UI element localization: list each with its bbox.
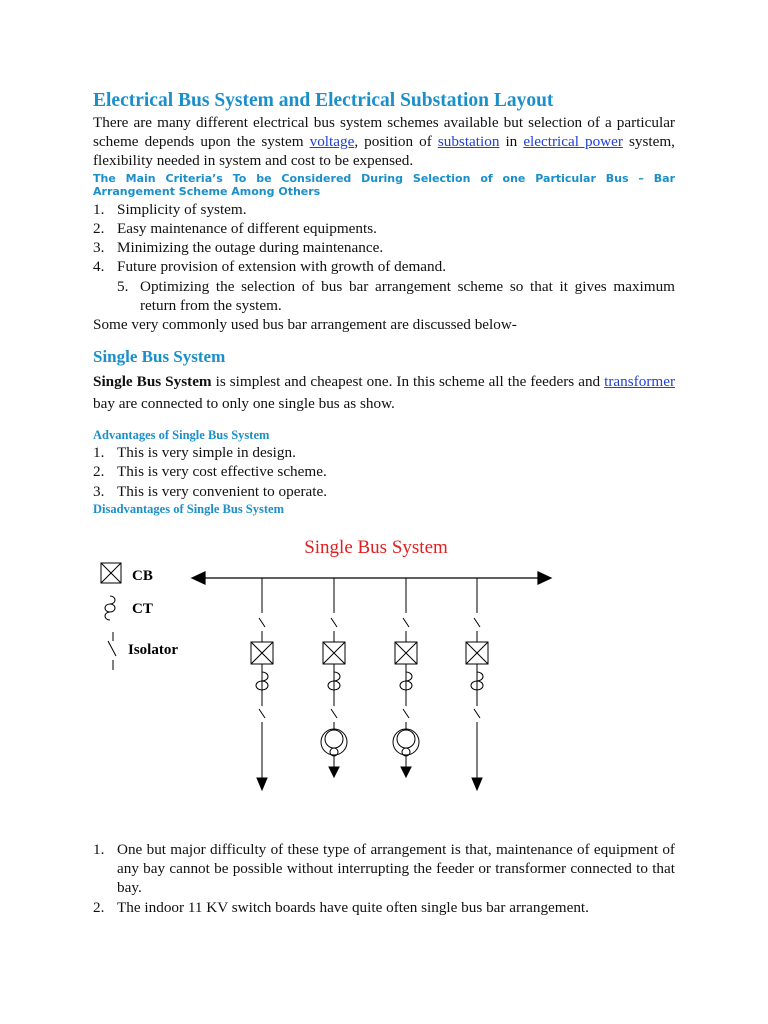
current-transformer-icon [406, 672, 412, 690]
isolator-icon [474, 709, 480, 718]
arrow-down-icon [472, 778, 482, 790]
feeder-bay [466, 578, 488, 790]
current-transformer-icon [477, 672, 483, 690]
substation-link[interactable]: substation [437, 133, 500, 151]
current-transformer-icon [334, 672, 340, 690]
transformer-bay [321, 578, 347, 777]
list-item: 3. This is very convenient to operate. [93, 482, 328, 500]
current-transformer-icon [262, 672, 268, 690]
advantages-heading: Advantages of Single Bus System [93, 428, 270, 443]
power-transformer-icon [321, 729, 347, 756]
page-title: Electrical Bus System and Electrical Substation Layout [93, 90, 554, 111]
disadvantages-list [93, 840, 675, 917]
transformer-bay [393, 578, 419, 777]
legend [101, 563, 178, 670]
advantages-list [93, 443, 675, 501]
single-bus-bold: Single Bus System [93, 373, 212, 391]
power-transformer-icon [393, 729, 419, 756]
circuit-breaker-icon [395, 642, 417, 664]
list-item: 2. The indoor 11 KV switch boards have quite often single bus bar arrangement. [93, 898, 589, 916]
document-page [93, 88, 675, 517]
busbar [192, 572, 551, 584]
isolator-icon [403, 709, 409, 718]
isolator-icon [331, 618, 337, 627]
list-item: 2. This is very cost effective scheme. [93, 463, 327, 481]
list-item: 1. One but major difficulty of these type of arrangement is that, maintenance of equipment of any bay cannot be possible without interrupting the feeder or transformer connected to that bay. [93, 841, 675, 897]
legend-isolator: Isolator [128, 642, 178, 658]
isolator-icon [259, 709, 265, 718]
single-bus-heading: Single Bus System [93, 347, 226, 367]
isolator-legend-icon [108, 632, 116, 670]
isolator-icon [474, 618, 480, 627]
criteria-heading: The Main Criteria’s To be Considered During Selection of one Particular Bus – Bar Arrangement Scheme Among Others [93, 171, 675, 199]
intro-text-1: There are many different electrical bus system schemes available but selection of a particular scheme depends upon the system [93, 114, 675, 151]
disadvantages-section [93, 840, 675, 917]
circuit-breaker-icon [466, 642, 488, 664]
criteria-list [93, 200, 675, 315]
intro-text-2: , position of [354, 133, 438, 151]
single-bus-diagram [0, 520, 768, 820]
legend-ct: CT [132, 601, 153, 617]
list-item: 1. Simplicity of system. [93, 200, 247, 218]
circuit-breaker-icon [251, 642, 273, 664]
isolator-icon [331, 709, 337, 718]
intro-paragraph [93, 113, 675, 171]
intro-text-3: in [499, 133, 524, 151]
feeder-bay [251, 578, 273, 790]
arrow-down-icon [401, 767, 411, 777]
arrow-down-icon [329, 767, 339, 777]
list-item: 4. Future provision of extension with growth of demand. [93, 258, 447, 276]
intro-text-4: system, flexibility needed in system and cost to be expensed. [93, 133, 675, 170]
list-item: 1. This is very simple in design. [93, 444, 296, 462]
isolator-icon [259, 618, 265, 627]
list-item: 5. Optimizing the selection of bus bar arrangement scheme so that it gives maximum return from the system. [117, 277, 675, 314]
discussed-paragraph: Some very commonly used bus bar arrangement are discussed below- [93, 316, 517, 334]
arrow-down-icon [257, 778, 267, 790]
diagram-title: Single Bus System [304, 537, 448, 558]
list-item: 2. Easy maintenance of different equipments. [93, 220, 377, 237]
legend-cb: CB [132, 568, 153, 584]
cb-legend-icon [101, 563, 121, 583]
list-item: 3. Minimizing the outage during maintenance. [93, 239, 384, 257]
transformer-link[interactable]: transformer [604, 373, 675, 391]
voltage-link[interactable]: voltage [309, 133, 355, 151]
ct-legend-icon [105, 596, 115, 620]
disadvantages-heading: Disadvantages of Single Bus System [93, 501, 284, 516]
isolator-icon [403, 618, 409, 627]
bays [251, 578, 488, 790]
single-bus-paragraph: Single Bus System is simplest and cheapest one. In this scheme all the feeders and transformer bay are connected to only one single bus as show. [93, 373, 675, 413]
circuit-breaker-icon [323, 642, 345, 664]
electrical-power-link[interactable]: electrical power [523, 133, 623, 151]
